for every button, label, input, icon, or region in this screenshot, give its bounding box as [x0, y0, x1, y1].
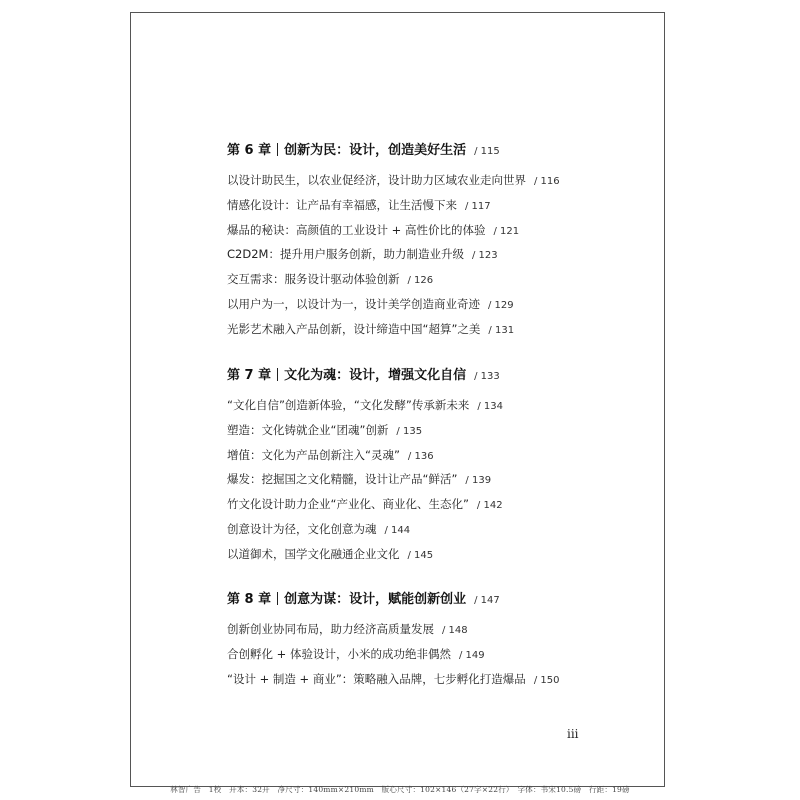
entry-page-number: / 145 [407, 549, 434, 561]
entry-title: 爆品的秘诀：高颜值的工业设计 + 高性价比的体验 [227, 222, 486, 237]
toc-entry [227, 642, 559, 667]
chapter-divider [277, 143, 278, 156]
print-spec-line: 林智广告 1校 开本：32开 净尺寸：140mm×210mm 版心尺寸：102×146（27字×22行） 字体：书宋10.5磅 行距：19磅 [170, 785, 630, 794]
toc-entry [227, 443, 503, 468]
chapter-heading [227, 363, 503, 389]
toc-entry [227, 418, 503, 443]
chapter-number: 第 7 章 [227, 368, 272, 383]
chapter-divider [277, 368, 278, 381]
entry-list [227, 393, 503, 567]
entry-page-number: / 134 [477, 401, 503, 412]
entry-title: 光影艺术融入产品创新，设计缔造中国“超算”之美 [227, 321, 481, 336]
chapter-divider [277, 592, 278, 605]
toc-entry [227, 667, 559, 692]
entry-title: 以道御术，国学文化融通企业文化 [227, 546, 400, 561]
chapter-8 [227, 587, 559, 691]
entry-page-number: / 131 [488, 324, 515, 336]
entry-title: 创新创业协同布局，助力经济高质量发展 [227, 622, 434, 636]
toc-entry [227, 317, 560, 342]
entry-page-number: / 149 [458, 649, 485, 661]
toc-entry [227, 218, 560, 243]
toc-entry [227, 168, 560, 193]
entry-page-number: / 139 [465, 475, 492, 487]
toc-entry [227, 267, 560, 292]
toc-entry [227, 617, 559, 642]
chapter-6 [227, 138, 560, 342]
entry-page-number: / 148 [442, 625, 468, 636]
entry-title: C2D2M：提升用户服务创新，助力制造业升级 [227, 247, 464, 262]
entry-title: 创意设计为径，文化创意为魂 [227, 521, 377, 536]
entry-page-number: / 142 [476, 500, 503, 512]
chapter-heading [227, 138, 560, 164]
toc-entry [227, 492, 503, 517]
entry-page-number: / 150 [533, 674, 560, 686]
chapter-heading [227, 587, 559, 613]
entry-page-number: / 121 [493, 225, 520, 237]
chapter-title: 创意为谋：设计，赋能创新创业 [284, 592, 467, 607]
page-folio: iii [567, 727, 579, 741]
toc-entry [227, 542, 503, 567]
entry-page-number: / 123 [471, 250, 498, 262]
entry-page-number: / 144 [384, 524, 411, 536]
entry-page-number: / 136 [407, 450, 434, 462]
entry-title: “设计 + 制造 + 商业”：策略融入品牌，七步孵化打造爆品 [227, 671, 526, 686]
entry-page-number: / 126 [407, 275, 434, 287]
toc-entry [227, 393, 503, 418]
entry-title: 情感化设计：让产品有幸福感，让生活慢下来 [227, 197, 457, 212]
toc-entry [227, 292, 560, 317]
entry-page-number: / 129 [488, 299, 514, 311]
entry-list [227, 168, 560, 342]
chapter-title: 文化为魂：设计，增强文化自信 [284, 368, 467, 383]
entry-title: 竹文化设计助力企业“产业化、商业化、生态化” [227, 497, 469, 512]
chapter-title: 创新为民：设计，创造美好生活 [284, 143, 467, 158]
toc-entry [227, 193, 560, 218]
chapter-page-number: / 133 [474, 371, 500, 382]
entry-title: 合创孵化 + 体验设计，小米的成功绝非偶然 [227, 646, 451, 661]
entry-title: 塑造：文化铸就企业“团魂”创新 [227, 422, 389, 437]
toc-entry [227, 467, 503, 492]
entry-list [227, 617, 559, 691]
entry-page-number: / 117 [465, 200, 491, 212]
toc-entry [227, 517, 503, 542]
chapter-7 [227, 363, 503, 567]
entry-title: 爆发：挖掘国之文化精髓，设计让产品“鲜活” [227, 472, 458, 487]
book-page [130, 12, 665, 787]
entry-title: 以用户为一，以设计为一，设计美学创造商业奇迹 [227, 296, 480, 311]
chapter-number: 第 8 章 [227, 592, 272, 607]
entry-title: 交互需求：服务设计驱动体验创新 [227, 272, 400, 287]
entry-title: 以设计助民生，以农业促经济，设计助力区域农业走向世界 [227, 173, 526, 187]
entry-title: “文化自信”创造新体验，“文化发酵”传承新未来 [227, 398, 470, 412]
entry-title: 增值：文化为产品创新注入“灵魂” [227, 447, 400, 462]
entry-page-number: / 116 [534, 176, 560, 187]
chapter-page-number: / 115 [474, 146, 500, 157]
chapter-number: 第 6 章 [227, 143, 272, 158]
entry-page-number: / 135 [396, 425, 423, 437]
toc-entry [227, 242, 560, 267]
chapter-page-number: / 147 [474, 595, 500, 606]
